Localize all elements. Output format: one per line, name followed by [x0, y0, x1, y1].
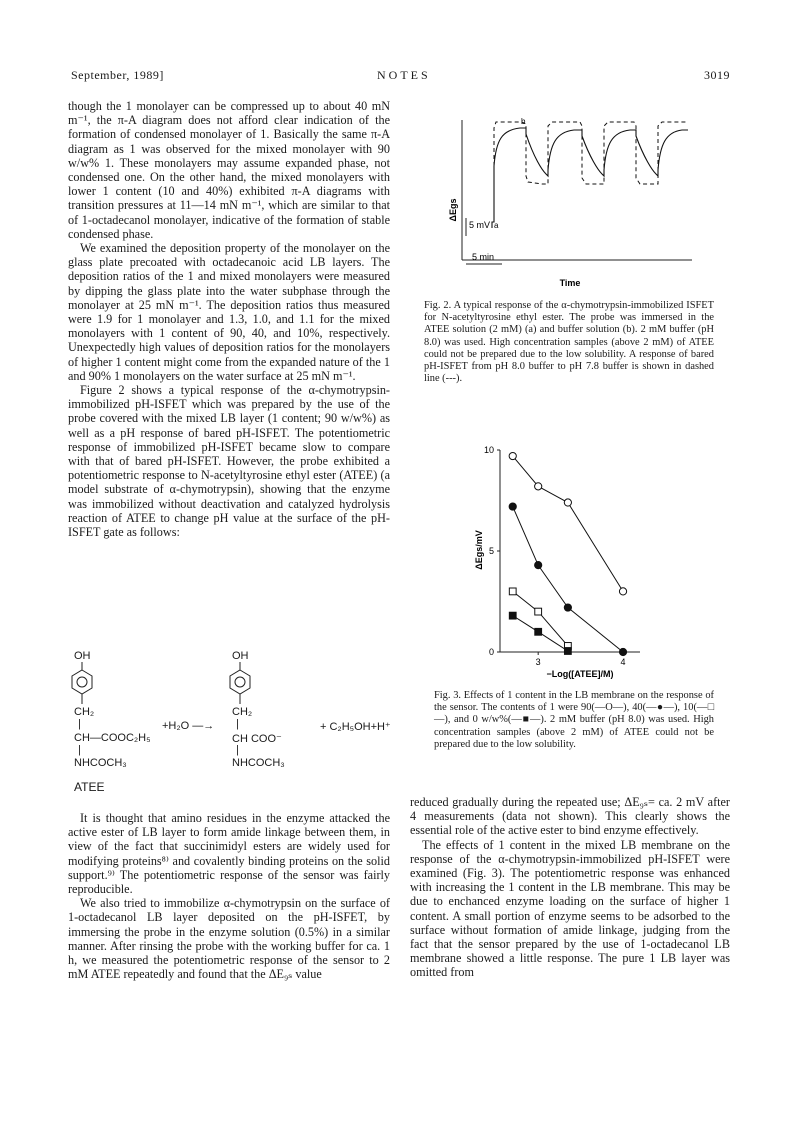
fig2-scale-t: 5 min	[472, 252, 495, 262]
benzene-ring-left	[70, 662, 98, 706]
fig3-ytick-label: 10	[483, 445, 494, 455]
fig2-label-a: a	[494, 221, 499, 230]
paragraph: reduced gradually during the repeated use; ΔE₉ₛ= ca. 2 mV after 4 measurements (data not shown). This clearly shows the essential role of the active ester to bind enzyme effectively.	[410, 795, 730, 838]
figure-2-caption	[424, 300, 714, 385]
fig3-xlabel: −Log([ATEE]/M)	[546, 669, 614, 679]
fig3-ylabel: ΔEgs/mV	[474, 530, 484, 570]
fig3-series-line-1	[513, 507, 623, 652]
caption-text: Fig. 2. A typical response of the α-chymotrypsin-immobilized ISFET for N-acetyltyrosine ethyl ester. The probe was immersed in the ATEE solution (2 mM) (a) and buffer solution (b). 2 mM buffer (pH 8.0) was used. High concentration samples (above 2 mM) of ATEE could not be prepared due to the low solubility. A response of bared pH-ISFET from pH 8.0 buffer to pH 7.8 buffer is shown in dashed line (---).	[424, 300, 714, 385]
paragraph: We examined the deposition property of the monolayer on the glass plate precoated with octadecanoic acid LB layers. The deposition ratios of the 1 and mixed monolayers were measured by dipping the glass plate into the water subphase through the monolayer at 25 mN m⁻¹. The deposition ratios thus measured were 1.9 for 1 monolayer and 1.3, 1.0, and 1.1 for the mixed monolayers with 1 content of 90, 40, and 10%, respectively. Unexpectedly high values of deposition ratios for the monolayers of higher 1 content might come from the expanded nature of the 1 and 90% 1 monolayers on the water surface at 25 mN m⁻¹.	[68, 241, 390, 383]
fig3-point-open-square	[509, 588, 516, 595]
page-number: 3019	[704, 68, 730, 82]
paragraph: Figure 2 shows a typical response of the α-chymotrypsin-immobilized pH-ISFET which was prepared by the use of the probe covered with the mixed LB layer (1 content; 90 w/w%) as well as a pH response of bared pH-ISFET. The potentiometric response of immobilized pH-ISFET became slow to compare with that of bared pH-ISFET. However, the probe exhibited a potentiometric response to N-acetyltyrosine ethyl ester (ATEE) (a model substrate of α-chymotrypsin), showing that the enzyme was immobilized without deactivation and catalyzed hydrolysis reaction of ATEE to change pH value at the surface of the pH-ISFET gate as follows:	[68, 383, 390, 540]
atee-label: ATEE	[74, 780, 105, 794]
running-header-section: NOTES	[377, 68, 431, 82]
fig3-series-line-0	[513, 456, 623, 591]
figure-3-caption	[424, 690, 714, 751]
paragraph: We also tried to immobilize α-chymotrypsin on the surface of 1-octadecanol LB layer deposited on the pH-ISFET, by immersing the probe in the enzyme solution (0.5%) in a similar manner. After rinsing the probe with the working buffer for ca. 1 h, we measured the potentiometric response of the sensor to 2 mM ATEE repeatedly and found that the ΔE₉ₛ value	[68, 896, 390, 982]
paragraph: It is thought that amino residues in the enzyme attacked the active ester of LB layer to form amide linkage between them, in view of the fact that succinimidyl esters are widely used for modifying proteins⁸⁾ and covalently binding proteins on the solid support.⁹⁾ The potentiometric response of the sensor was fairly reproducible.	[68, 811, 390, 897]
bond-right-2: |	[236, 744, 239, 756]
plus-water-arrow: +H₂O —→	[162, 720, 215, 732]
fig3-point-open-circle	[535, 483, 542, 490]
fig3-point-filled-square	[564, 648, 571, 655]
nh-right: NHCOCH₃	[232, 757, 285, 769]
bond-right: |	[236, 718, 239, 730]
reaction-scheme	[68, 648, 398, 798]
fig3-point-filled-square	[509, 612, 516, 619]
fig2-scale-v: 5 mV	[469, 220, 491, 230]
fig3-point-open-square	[535, 608, 542, 615]
fig3-xtick-label: 4	[620, 657, 626, 667]
ch2-left: CH₂	[74, 706, 95, 718]
fig3-ytick-label: 0	[488, 647, 494, 657]
figure-2-response-trace	[430, 100, 700, 295]
fig3-point-filled-square	[535, 628, 542, 635]
fig3-xtick-label: 3	[535, 657, 541, 667]
paragraph: The effects of 1 content in the mixed LB membrane on the response of the α-chymotrypsin-immobilized pH-ISFET were examined (Fig. 3). The potentiometric response was enhanced with increasing the 1 content in the LB membrane. This may be due to enchanced enzyme loading on the surface of higher 1 content. A small portion of enzyme seems to be adsorbed to the surface without formation of amide linkage, judging from the fact that the sensor prepared by the use of 1-octadecanol LB membrane showed a little response. The pure 1 LB layer was omitted from	[410, 837, 730, 980]
fig2-trace-immobilized	[492, 128, 688, 228]
benzene-ring-right	[228, 662, 256, 706]
running-header-date: September, 1989]	[71, 68, 164, 82]
left-column-top	[68, 99, 390, 539]
right-column-bottom	[410, 795, 730, 980]
ch2-right: CH₂	[232, 706, 253, 718]
fig2-ylabel: ΔEgs	[448, 198, 458, 222]
caption-text: Fig. 3. Effects of 1 content in the LB membrane on the response of the sensor. The contents of 1 were 90(—O—), 40(—●—), 10(—□—), and 0 w/w%(—■—). 2 mM buffer (pH 8.0) was used. High concentration samples (above 2 mM) of ATEE could not be prepared due to the low solubility.	[434, 690, 714, 750]
fig3-point-filled-circle	[619, 648, 626, 655]
fig3-point-filled-circle	[509, 503, 516, 510]
fig3-point-open-circle	[619, 588, 626, 595]
fig3-ytick-label: 5	[488, 546, 494, 556]
ch-left: CH—COOC₂H₅	[74, 732, 151, 744]
fig2-xlabel: Time	[559, 278, 581, 288]
products: + C₂H₅OH+H⁺	[320, 721, 391, 733]
bond-left-2: |	[78, 744, 81, 756]
left-column-bottom	[68, 811, 390, 981]
nh-left: NHCOCH₃	[74, 757, 127, 769]
figure-3-chart	[470, 440, 670, 685]
fig3-point-open-circle	[564, 499, 571, 506]
oh-right: OH	[232, 650, 249, 662]
fig2-label-b: b	[521, 117, 526, 126]
ch-right: CH COO⁻	[232, 733, 282, 745]
fig3-point-open-circle	[509, 452, 516, 459]
fig3-series-line-2	[513, 591, 568, 646]
bond-left: |	[78, 718, 81, 730]
fig3-point-filled-circle	[535, 562, 542, 569]
fig2-trace-bared	[494, 122, 688, 222]
paragraph: though the 1 monolayer can be compressed up to about 40 mN m⁻¹, the π-A diagram does not afford clear indication of the formation of condensed monolayer of 1. Basically the same π-A diagram as 1 was observed for the mixed monolayer with 90 w/w% 1. These monolayers may assume expanded phase, not condensed one. On the other hand, the mixed monolayers with lower 1 content (10 and 40%) exhibited π-A diagrams with transition pressures at 11—14 mN m⁻¹, which are similar to that of 1-octadecanol monolayer, indicative of the formation of stable condensed phase.	[68, 99, 390, 241]
oh-left: OH	[74, 650, 91, 662]
fig3-point-filled-circle	[564, 604, 571, 611]
